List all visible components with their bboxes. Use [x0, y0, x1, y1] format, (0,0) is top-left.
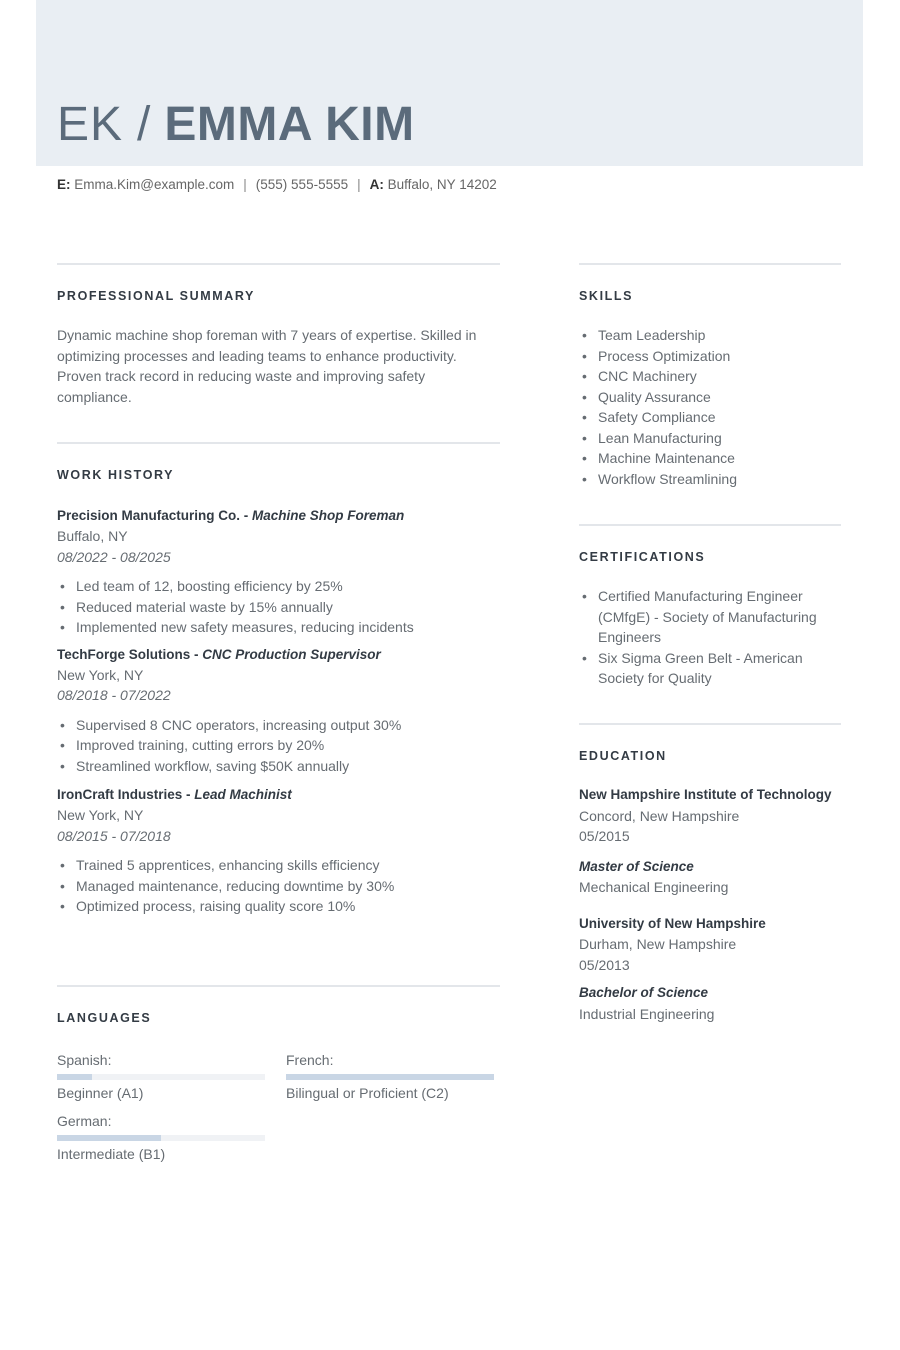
summary-text: Dynamic machine shop foreman with 7 years of expertise. Skilled in optimizing processes and leading teams to enhance productivity. Proven track record in reducing waste and improving safety compliance.	[57, 327, 477, 405]
name-slash: /	[137, 98, 151, 151]
certifications-list	[579, 586, 841, 689]
job-location: New York, NY	[57, 666, 144, 683]
certifications-section	[579, 524, 841, 689]
job-heading	[57, 506, 500, 526]
skill-item: • Team Leadership	[579, 325, 841, 346]
skill-item: • Process Optimization	[579, 346, 841, 367]
skills-title: SKILLS	[579, 289, 634, 303]
education-entry	[579, 914, 841, 1025]
job-company: IronCraft Industries	[57, 787, 183, 802]
language-level-bar	[286, 1074, 494, 1080]
skill-item: • Quality Assurance	[579, 387, 841, 408]
section-divider	[57, 985, 500, 987]
certification-item: • Six Sigma Green Belt - American Society for Quality	[579, 648, 841, 689]
education-field: Mechanical Engineering	[579, 879, 729, 895]
job-company: Precision Manufacturing Co.	[57, 508, 241, 523]
education-location: Durham, New Hampshire	[579, 936, 737, 952]
language-item-spanish	[57, 1050, 265, 1103]
job-bullets	[57, 855, 500, 917]
skill-item: • CNC Machinery	[579, 366, 841, 387]
languages-section	[57, 985, 500, 1025]
job-location: New York, NY	[57, 807, 144, 823]
section-divider	[579, 263, 841, 265]
job-bullet: • Implemented new safety measures, reducing incidents	[57, 617, 500, 638]
education-school: New Hampshire Institute of Technology	[579, 787, 832, 802]
job-dash: -	[190, 646, 203, 662]
job-entry	[57, 506, 500, 638]
language-level-bar	[57, 1074, 265, 1080]
language-level: Intermediate (B1)	[57, 1146, 166, 1162]
section-divider	[579, 524, 841, 526]
education-degree: Bachelor of Science	[579, 985, 709, 1000]
job-company: TechForge Solutions	[57, 646, 191, 662]
skills-section	[579, 263, 841, 489]
contact-separator: |	[243, 177, 247, 192]
work-history-section	[57, 442, 500, 917]
job-bullets	[57, 576, 500, 638]
language-level-fill	[57, 1074, 92, 1080]
language-level: Bilingual or Proficient (C2)	[286, 1085, 449, 1101]
job-role: Lead Machinist	[194, 787, 292, 802]
phone-value: (555) 555-5555	[255, 177, 349, 192]
education-school: University of New Hampshire	[579, 915, 766, 931]
section-divider	[579, 723, 841, 725]
job-bullet: • Supervised 8 CNC operators, increasing output 30%	[57, 715, 500, 736]
skill-item: • Lean Manufacturing	[579, 428, 841, 449]
job-role: Machine Shop Foreman	[252, 508, 405, 523]
language-level-fill	[286, 1074, 494, 1080]
job-bullet: • Optimized process, raising quality score 10%	[57, 896, 500, 917]
job-bullet: • Streamlined workflow, saving $50K annually	[57, 756, 500, 777]
job-dates: 08/2022 - 08/2025	[57, 548, 171, 565]
job-entry	[57, 645, 500, 777]
work-history-title: WORK HISTORY	[57, 468, 175, 482]
language-item-french	[286, 1050, 494, 1103]
language-name: French:	[286, 1052, 334, 1068]
address-value: Buffalo, NY 14202	[387, 177, 497, 192]
job-dates: 08/2015 - 07/2018	[57, 827, 171, 844]
education-field: Industrial Engineering	[579, 1005, 715, 1022]
job-bullet: • Trained 5 apprentices, enhancing skills efficiency	[57, 855, 500, 876]
skill-item: • Machine Maintenance	[579, 448, 841, 469]
job-bullet: • Reduced material waste by 15% annually	[57, 597, 500, 618]
summary-section	[57, 263, 500, 407]
address-label: A:	[369, 177, 384, 192]
job-role: CNC Production Supervisor	[202, 646, 381, 662]
job-bullet: • Managed maintenance, reducing downtime by 30%	[57, 876, 500, 897]
resume-name	[57, 92, 415, 158]
section-divider	[57, 263, 500, 265]
education-degree: Master of Science	[579, 858, 694, 874]
skills-list	[579, 325, 841, 489]
email-value: Emma.Kim@example.com	[74, 177, 235, 192]
language-name: German:	[57, 1113, 112, 1129]
full-name: EMMA KIM	[164, 98, 415, 151]
language-level-bar	[57, 1135, 265, 1141]
language-name: Spanish:	[57, 1052, 112, 1068]
job-dash: -	[240, 508, 253, 523]
job-entry	[57, 785, 500, 917]
job-bullet: • Improved training, cutting errors by 20%	[57, 735, 500, 756]
contact-line	[57, 176, 497, 194]
job-bullets	[57, 715, 500, 777]
language-level-fill	[57, 1135, 161, 1141]
job-dates: 08/2018 - 07/2022	[57, 687, 171, 703]
language-level: Beginner (A1)	[57, 1085, 144, 1101]
summary-title: PROFESSIONAL SUMMARY	[57, 289, 255, 303]
job-dash: -	[182, 787, 195, 802]
education-location: Concord, New Hampshire	[579, 807, 740, 824]
education-entry	[579, 785, 841, 898]
certification-item: • Certified Manufacturing Engineer (CMfgE) - Society of Manufacturing Engineers	[579, 586, 841, 648]
email-label: E:	[57, 177, 71, 192]
name-initials: EK	[57, 98, 124, 151]
job-location: Buffalo, NY	[57, 528, 128, 544]
languages-title: LANGUAGES	[57, 1011, 152, 1025]
job-heading	[57, 785, 500, 805]
education-section	[579, 723, 841, 1024]
job-bullet: • Led team of 12, boosting efficiency by 25%	[57, 576, 500, 597]
contact-separator: |	[357, 177, 361, 192]
job-heading	[57, 645, 500, 665]
education-title: EDUCATION	[579, 749, 667, 763]
certifications-title: CERTIFICATIONS	[579, 550, 706, 564]
education-date: 05/2015	[579, 828, 630, 844]
skill-item: • Workflow Streamlining	[579, 469, 841, 490]
education-date: 05/2013	[579, 956, 630, 973]
language-item-german	[57, 1111, 265, 1164]
section-divider	[57, 442, 500, 444]
skill-item: • Safety Compliance	[579, 407, 841, 428]
